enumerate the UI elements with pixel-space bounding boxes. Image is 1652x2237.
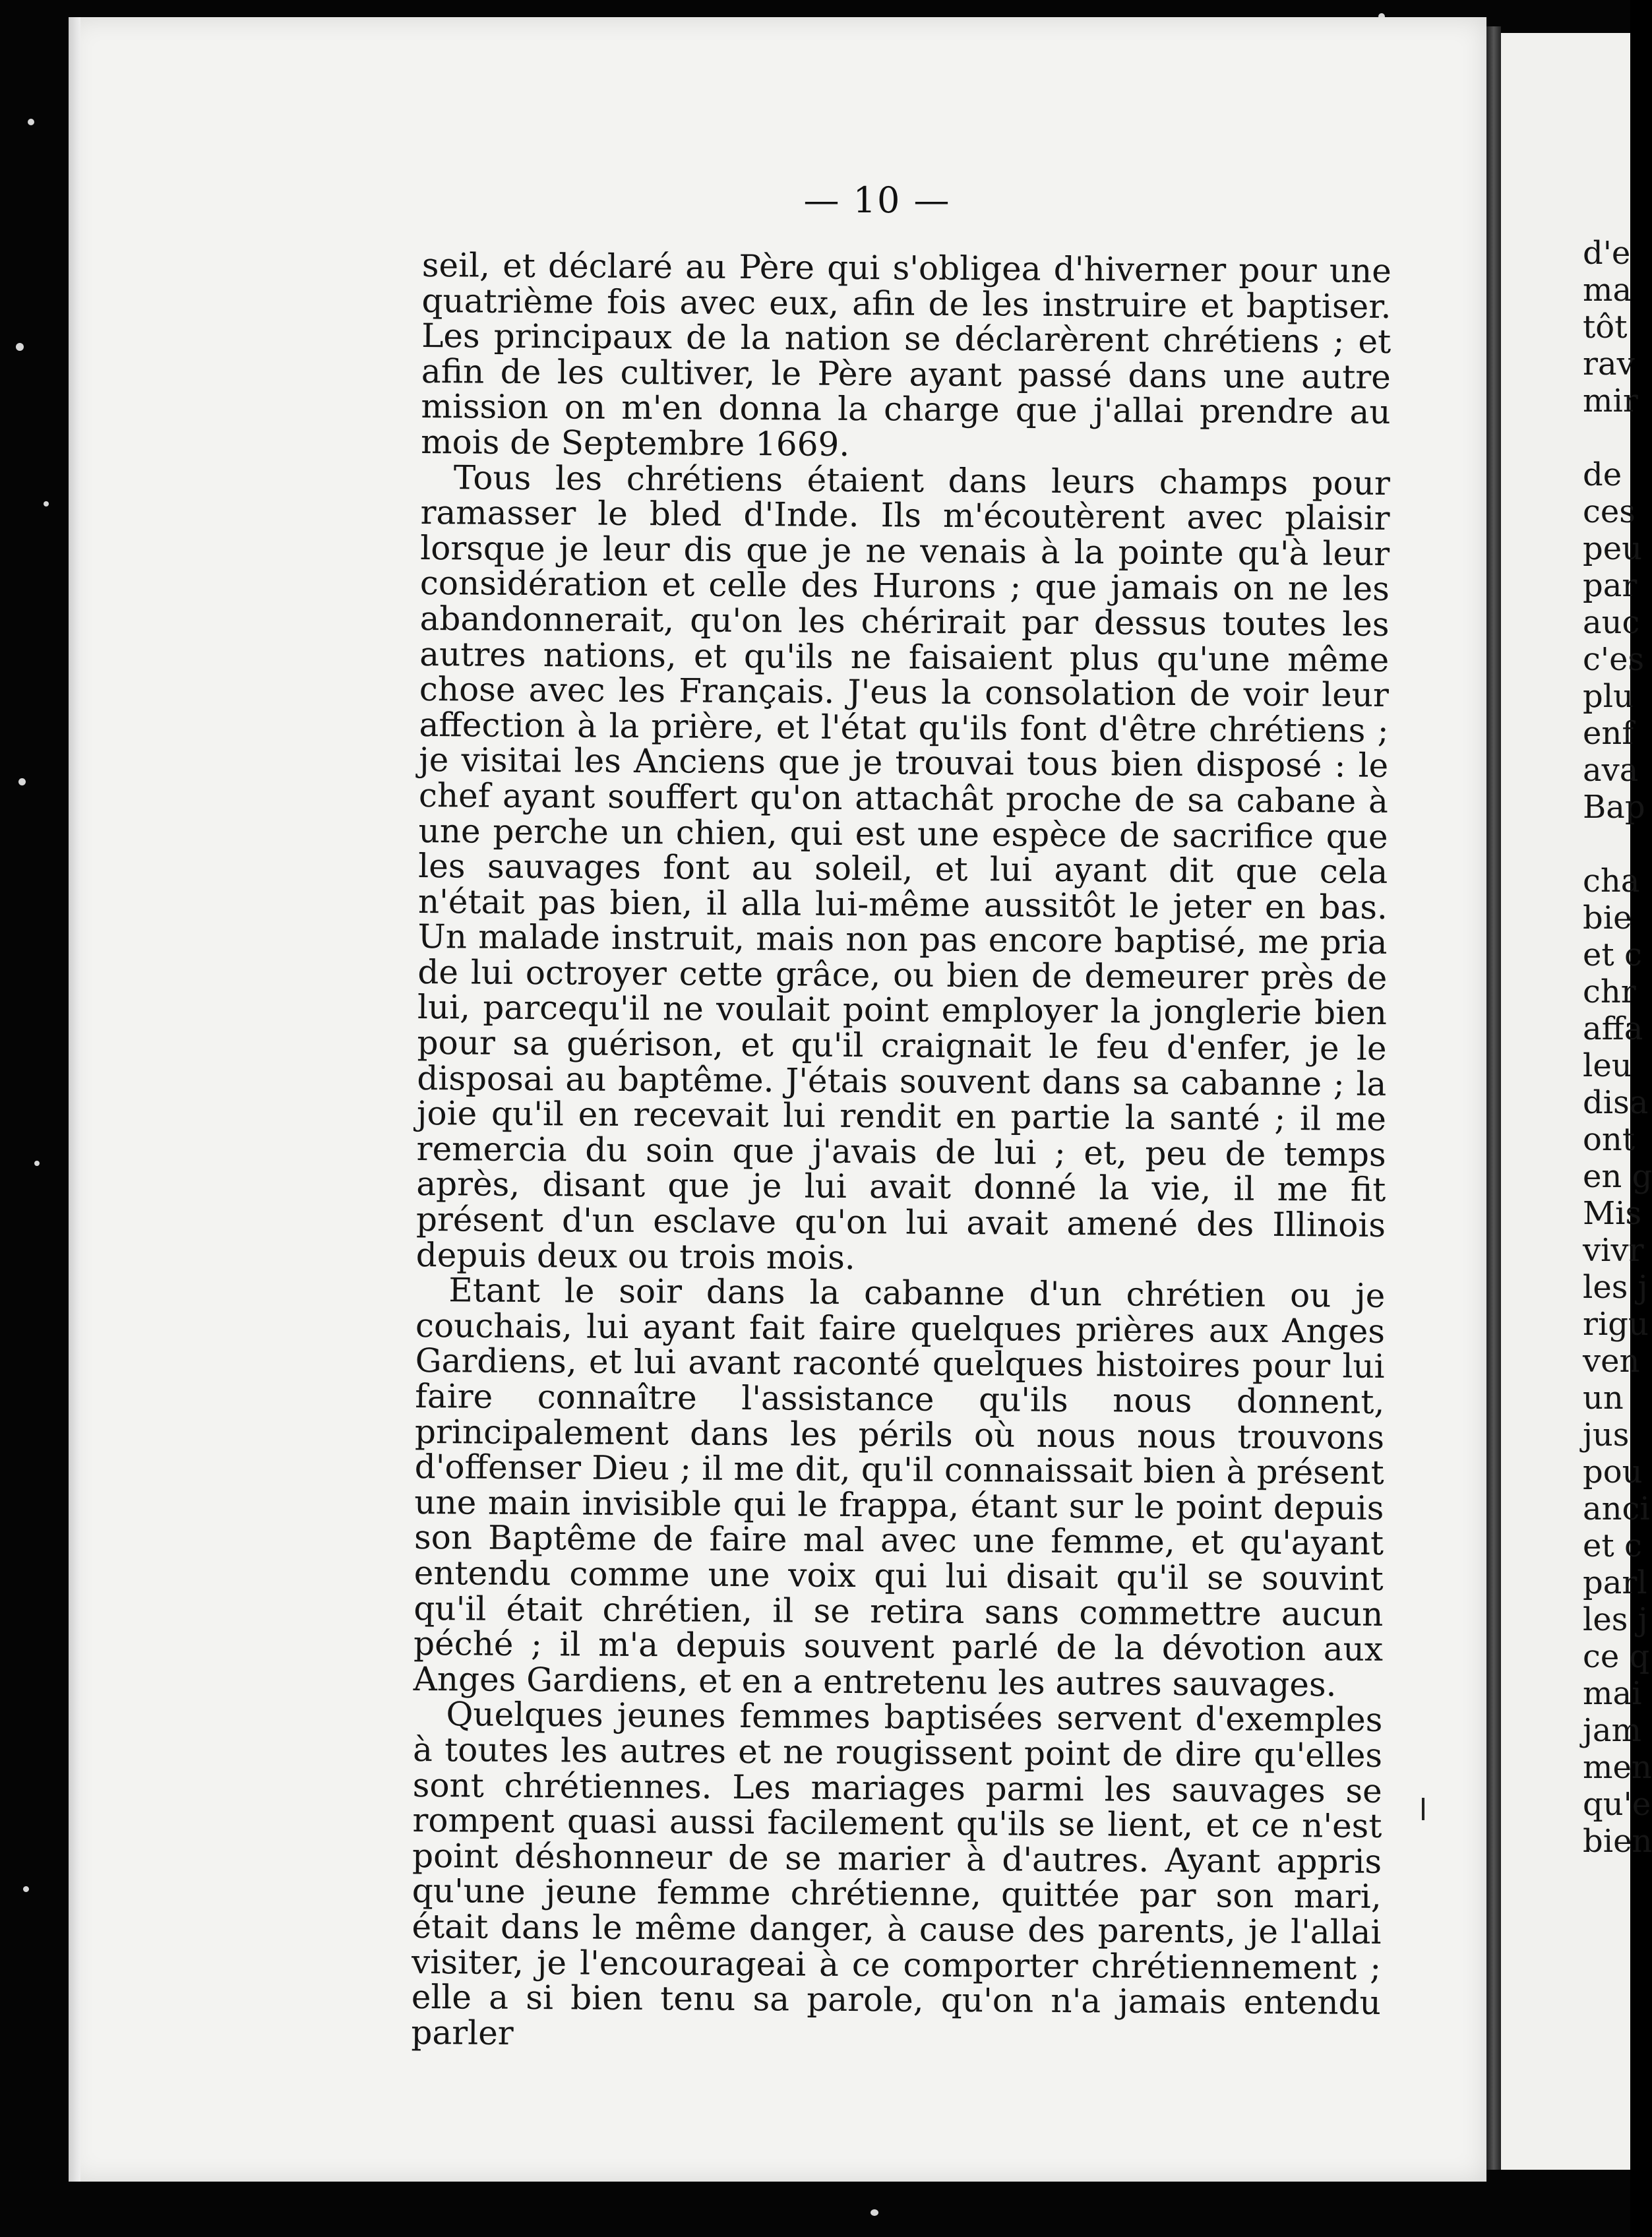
facing-page-line: rav [1583, 346, 1635, 383]
facing-page-line: cha [1583, 863, 1640, 900]
page-number: — 10 — [803, 179, 951, 221]
scan-speck [16, 343, 24, 351]
scan-speck [34, 1161, 40, 1166]
facing-page-line: leu [1583, 1047, 1632, 1084]
facing-page-line: ven [1583, 1343, 1640, 1380]
book-gutter [1486, 26, 1501, 2170]
facing-page-line [1583, 419, 1630, 456]
facing-page-line: ont [1583, 1121, 1636, 1158]
facing-page-line: de [1583, 456, 1622, 493]
margin-mark [1422, 1798, 1424, 1820]
facing-page-line: par [1583, 567, 1637, 604]
facing-page-text [1583, 235, 1652, 1860]
facing-page-line: mai [1583, 1675, 1642, 1712]
facing-page-line: et c [1583, 936, 1642, 973]
scan-speck [18, 778, 26, 785]
facing-page-line: disa [1583, 1084, 1649, 1121]
facing-page-line: les j [1583, 1269, 1648, 1306]
facing-page-line: ces [1583, 493, 1636, 530]
facing-page-line: Bap [1583, 789, 1645, 826]
facing-page-line: un [1583, 1380, 1624, 1417]
facing-page-line: rigu [1583, 1306, 1649, 1343]
facing-page-line: men [1583, 1749, 1652, 1786]
scan-speck [23, 1886, 29, 1892]
scan-speck [44, 501, 49, 506]
scan-speck [28, 119, 34, 125]
facing-page-line: peu [1583, 530, 1643, 567]
facing-page-line [1583, 826, 1630, 863]
page-text [411, 248, 1392, 2056]
facing-page-line: bie [1583, 900, 1632, 936]
facing-page-line: ma [1583, 272, 1632, 309]
facing-page-line: qu'e [1583, 1786, 1651, 1823]
facing-page-line: plu [1583, 678, 1634, 715]
facing-page-line: jam [1583, 1712, 1642, 1749]
facing-page-line: et c [1583, 1527, 1642, 1564]
paragraph: seil, et déclaré au Père qui s'obligea d'hiverner pour une quatrième fois avec eux, afin de les instruire et baptiser. Les principaux de la nation se déclarèrent chrétiens ; et afin de les cultiver, le Père ayant passé dans une autre mission on m'en donna la charge que j'allai prendre au mois de Septembre 1669. [421, 246, 1392, 464]
facing-page-line: mir [1583, 383, 1638, 419]
facing-page-line: auc [1583, 604, 1640, 641]
facing-page-line: anci [1583, 1490, 1650, 1527]
facing-page-line: bien [1583, 1823, 1652, 1860]
facing-page-line: tôt [1583, 309, 1628, 346]
facing-page-line: enf [1583, 715, 1634, 752]
facing-page-line: d'e [1583, 235, 1631, 272]
facing-page-line: ava [1583, 752, 1639, 789]
facing-page-line: les j [1583, 1601, 1648, 1638]
facing-page-line: c'es [1583, 641, 1645, 678]
facing-page-line: vivr [1583, 1232, 1644, 1269]
facing-page-line: ce q [1583, 1638, 1650, 1675]
facing-page-line: Mis [1583, 1195, 1642, 1232]
facing-page-line: en g [1583, 1158, 1652, 1195]
facing-page-line: jus [1583, 1417, 1630, 1454]
paragraph: Etant le soir dans la cabanne d'un chrétien ou je couchais, lui ayant fait faire quelques prières aux Anges Gardiens, et lui avant raconté quelques histoires pour lui faire connaître l'assistance qu'ils nous donnent, principalement dans les périls où nous nous trouvons d'offenser Dieu ; il me dit, qu'il connaissait bien à présent une main invisible qui le frappa, étant sur le point depuis son Baptême de faire mal avec une femme, et qu'ayant entendu comme une voix qui lui disait qu'il se souvint qu'il était chrétien, il se retira sans commettre aucun péché ; il m'a depuis souvent parlé de la dévotion aux Anges Gardiens, et en a entretenu les autres sauvages. [413, 1271, 1386, 1704]
facing-page-line: chr [1583, 973, 1636, 1010]
facing-page-line: affa [1583, 1010, 1643, 1047]
facing-page-line: pou [1583, 1454, 1643, 1490]
paragraph: Quelques jeunes femmes baptisées servent d'exemples à toutes les autres et ne rougissent point de dire qu'elles sont chrétiennes. Les mariages parmi les sauvages se rompent quasi aussi facilement qu'ils se lient, et ce n'est point déshonneur de se marier à d'autres. Ayant appris qu'une jeune femme chrétienne, quittée par son mari, était dans le même danger, à cause des parents, je l'allai visiter, je l'encourageai à ce comporter chrétiennement ; elle a si bien tenu sa parole, qu'on n'a jamais entendu parler [411, 1695, 1383, 2052]
paragraph: Tous les chrétiens étaient dans leurs champs pour ramasser le bled d'Inde. Ils m'écoutèrent avec plaisir lorsque je leur dis que je ne venais à la pointe qu'à leur considération et celle des Hurons ; que jamais on ne les abandonnerait, qu'on les chérirait par dessus toutes les autres nations, et qu'ils ne faisaient plus qu'une même chose avec les Français. J'eus la consolation de voir leur affection à la prière, et l'état qu'ils font d'être chrétiens ; je visitai les Anciens que je trouvai tous bien disposé : le chef ayant souffert qu'on attachât proche de sa cabane à une perche un chien, qui est une espèce de sacrifice que les sauvages font au soleil, et lui ayant dit que cela n'était pas bien, il alla lui-même aussitôt le jeter en bas. Un malade instruit, mais non pas encore baptisé, me pria de lui octroyer cette grâce, ou bien de demeurer près de lui, parcequ'il ne voulait point employer la jonglerie bien pour sa guérison, et qu'il craignait le feu d'enfer, je le disposai au baptême. J'étais souvent dans sa cabanne ; la joie qu'il en recevait lui rendit en partie la santé ; il me remercia du soin que j'avais de lui ; et, peu de temps après, disant que je lui avait donné la vie, il me fit présent d'un esclave qu'on lui avait amené des Illinois depuis deux ou trois mois. [415, 458, 1391, 1277]
facing-page-line: parl [1583, 1564, 1647, 1601]
scan-speck [871, 2209, 878, 2216]
